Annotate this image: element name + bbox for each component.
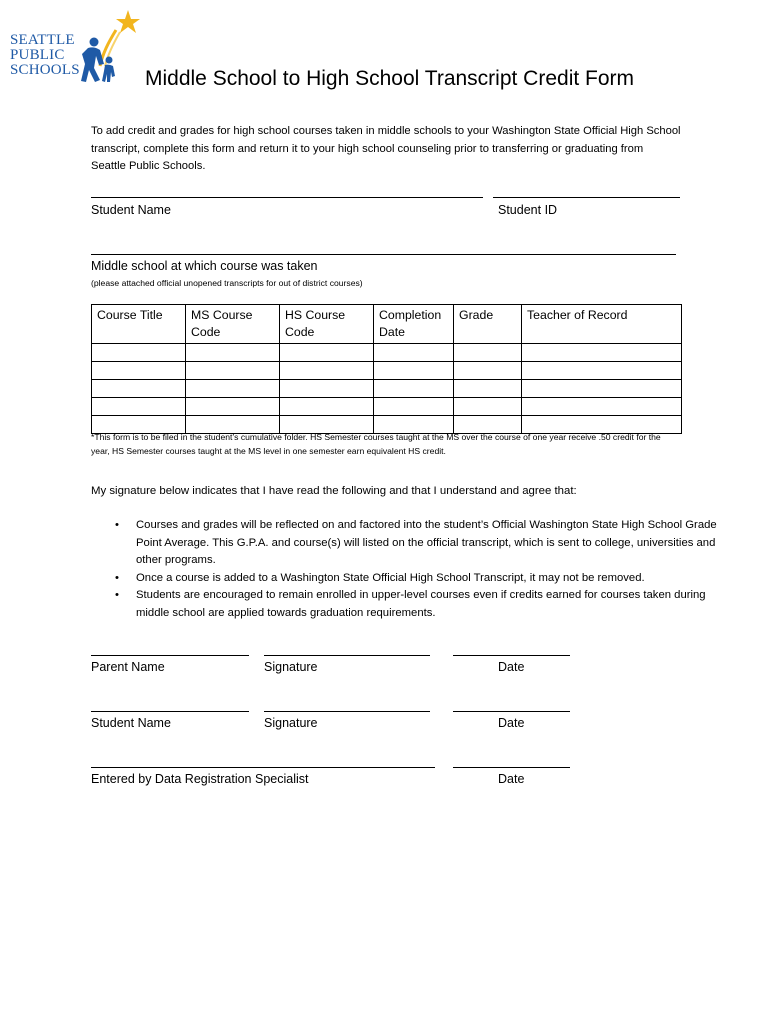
table-cell[interactable]: [280, 344, 374, 362]
table-cell[interactable]: [454, 362, 522, 380]
table-cell[interactable]: [186, 362, 280, 380]
parent-date-field[interactable]: [453, 655, 570, 656]
table-footnote: *This form is to be filed in the student’s cumulative folder. HS Semester courses taught at the MS over the course of one year receive .50 credit for the year, HS Semester courses taught at the MS level in one semester earn equivalent HS credit.: [91, 432, 661, 456]
page-title: Middle School to High School Transcript Credit Form: [145, 67, 635, 90]
parent-signature-label: Signature: [264, 660, 318, 674]
star-icon: [116, 10, 140, 33]
student-signature-label: Signature: [264, 716, 318, 730]
entered-by-label: Entered by Data Registration Specialist: [91, 772, 309, 786]
table-cell[interactable]: [522, 362, 682, 380]
middle-school-label: Middle school at which course was taken: [91, 259, 318, 273]
table-header-row: [92, 305, 682, 344]
table-cell[interactable]: [280, 398, 374, 416]
course-table: [91, 304, 682, 434]
student-date-label: Date: [498, 716, 525, 730]
logo-line-2: PUBLIC: [10, 47, 65, 63]
student-sign-name-field[interactable]: [91, 711, 249, 712]
student-id-label: Student ID: [498, 203, 558, 217]
agreement-intro: My signature below indicates that I have read the following and that I understand and agree that:: [91, 485, 577, 497]
bullet-icon: •: [115, 519, 119, 531]
middle-school-note: (please attached official unopened transcripts for out of district courses): [91, 278, 363, 288]
table-row: [92, 362, 682, 380]
table-cell[interactable]: [374, 362, 454, 380]
table-cell[interactable]: [522, 344, 682, 362]
agreement-list: [91, 517, 731, 622]
col-hs-course-code: HS Course Code: [280, 305, 374, 344]
table-row: [92, 398, 682, 416]
entered-by-field[interactable]: [91, 767, 435, 768]
bullet-text: Courses and grades will be reflected on and factored into the student’s Official Washington State High School Grade Point Average. This G.P.A. and course(s) will listed on the official transcript, which is sent to college, universities and other programs.: [136, 519, 717, 566]
parent-signature-field[interactable]: [264, 655, 430, 656]
student-date-field[interactable]: [453, 711, 570, 712]
table-cell[interactable]: [92, 344, 186, 362]
table-cell[interactable]: [280, 362, 374, 380]
parent-date-label: Date: [498, 660, 525, 674]
table-cell[interactable]: [92, 398, 186, 416]
entered-date-label: Date: [498, 772, 525, 786]
table-cell[interactable]: [186, 380, 280, 398]
bullet-icon: •: [115, 589, 119, 601]
col-grade: Grade: [454, 305, 522, 344]
col-ms-course-code: MS Course Code: [186, 305, 280, 344]
list-item: [115, 587, 731, 622]
student-id-field[interactable]: [493, 197, 680, 198]
middle-school-field[interactable]: [91, 254, 676, 255]
list-item: [115, 570, 731, 588]
entered-date-field[interactable]: [453, 767, 570, 768]
table-cell[interactable]: [374, 398, 454, 416]
student-name-label: Student Name: [91, 203, 171, 217]
list-item: [115, 517, 731, 570]
logo-text: [10, 33, 80, 78]
logo-line-3: SCHOOLS: [10, 62, 80, 78]
table-cell[interactable]: [280, 380, 374, 398]
intro-paragraph: To add credit and grades for high school courses taken in middle schools to your Washington State Official High School transcript, complete this form and return it to your high school counseling prior to transferring or graduating from Seattle Public Schools.: [91, 125, 681, 172]
bullet-text: Students are encouraged to remain enrolled in upper-level courses even if credits earned for courses taken during middle school are applied towards graduation requirements.: [136, 589, 706, 619]
table-cell[interactable]: [374, 380, 454, 398]
student-name-field[interactable]: [91, 197, 483, 198]
table-cell[interactable]: [522, 380, 682, 398]
table-cell[interactable]: [522, 398, 682, 416]
parent-name-label: Parent Name: [91, 660, 165, 674]
figure-adult-icon: [81, 47, 104, 82]
table-cell[interactable]: [454, 380, 522, 398]
col-completion-date: Completion Date: [374, 305, 454, 344]
bullet-icon: •: [115, 571, 119, 584]
table-row: [92, 380, 682, 398]
bullet-text: Once a course is added to a Washington State Official High School Transcript, it may not be removed.: [136, 571, 645, 584]
table-row: [92, 344, 682, 362]
logo-line-1: SEATTLE: [10, 32, 75, 48]
student-sign-name-label: Student Name: [91, 716, 171, 730]
figure-child-icon: [102, 65, 115, 82]
table-cell[interactable]: [374, 344, 454, 362]
table-cell[interactable]: [454, 344, 522, 362]
table-cell[interactable]: [186, 344, 280, 362]
table-cell[interactable]: [186, 398, 280, 416]
col-teacher-of-record: Teacher of Record: [522, 305, 682, 344]
student-signature-field[interactable]: [264, 711, 430, 712]
col-course-title: Course Title: [92, 305, 186, 344]
table-cell[interactable]: [92, 362, 186, 380]
table-cell[interactable]: [92, 380, 186, 398]
parent-name-field[interactable]: [91, 655, 249, 656]
table-cell[interactable]: [454, 398, 522, 416]
